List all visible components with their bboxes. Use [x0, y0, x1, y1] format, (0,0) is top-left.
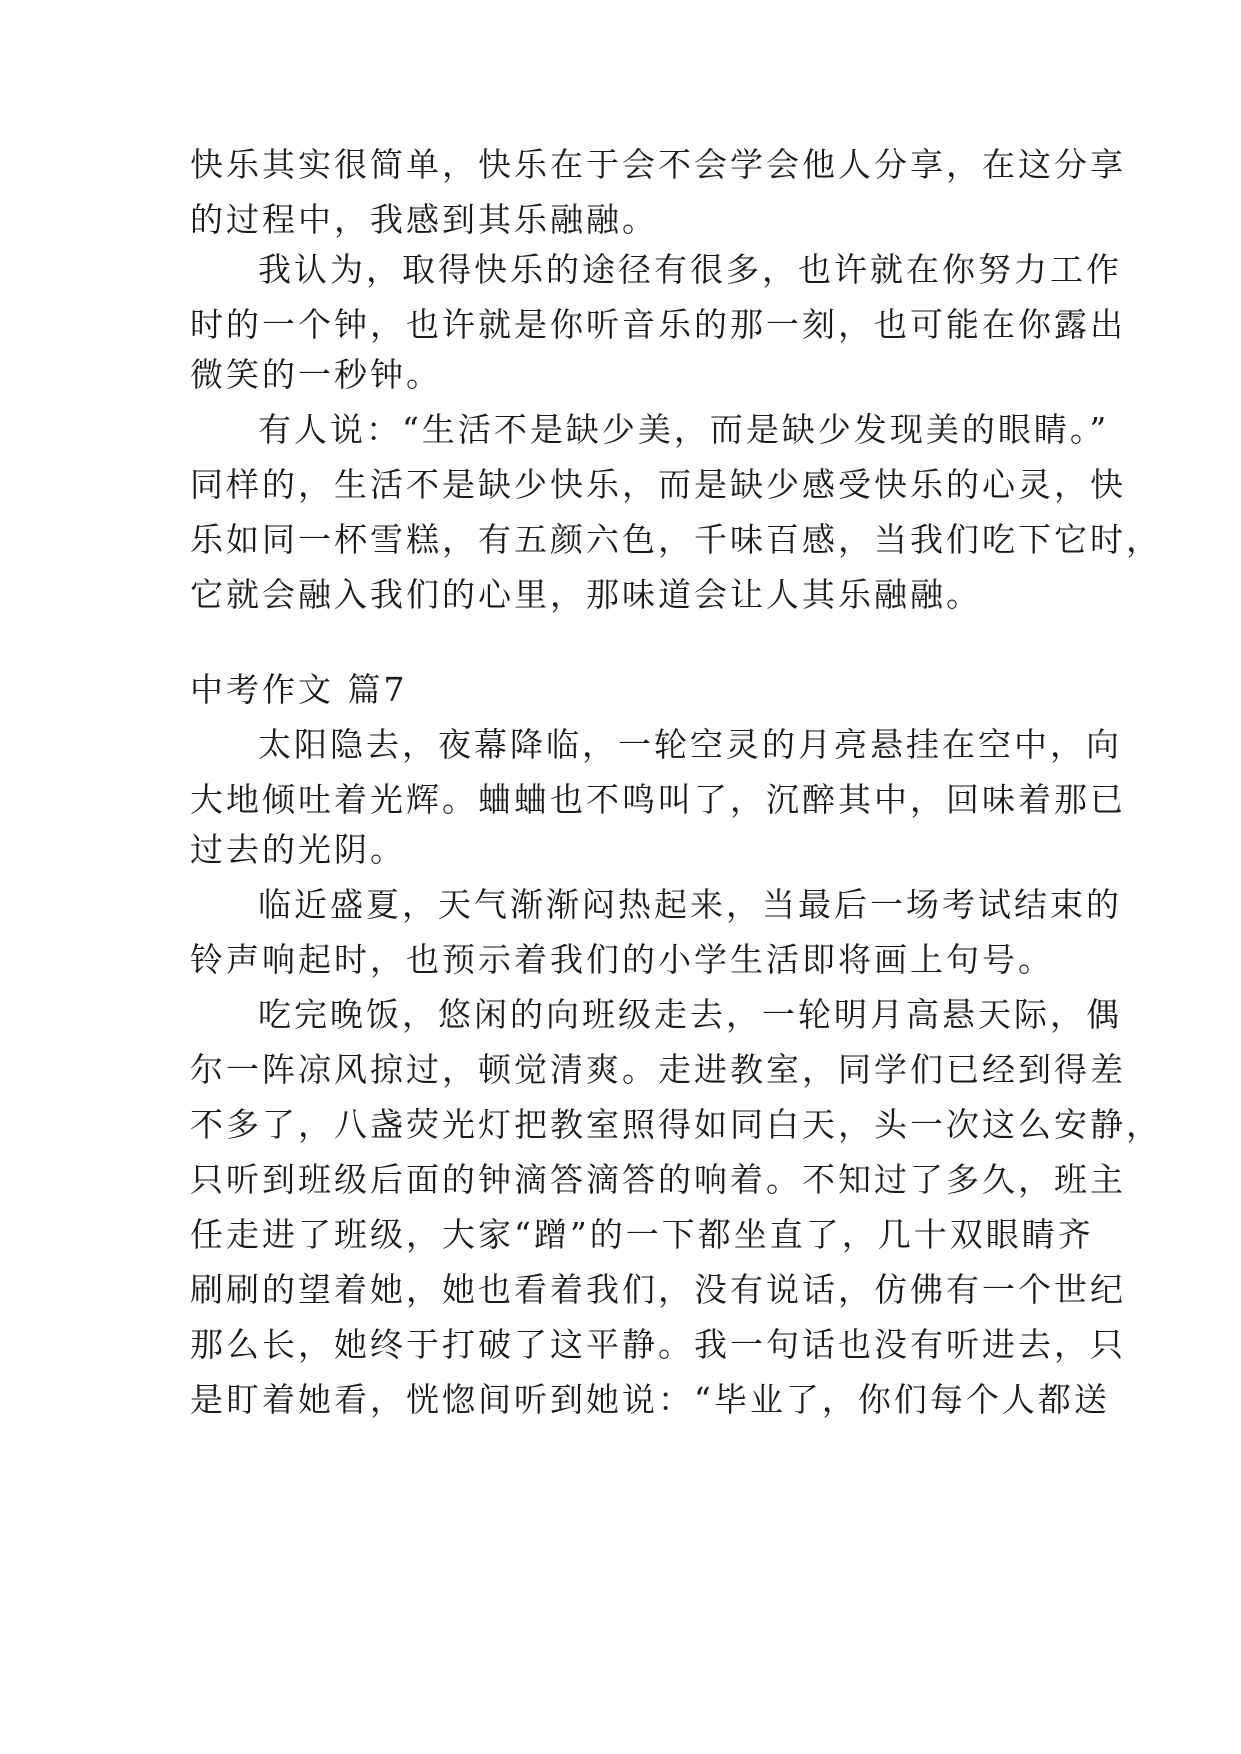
text-line: 乐如同一杯雪糕，有五颜六色，千味百感，当我们吃下它时，: [190, 520, 1162, 559]
text-line: 刷刷的望着她，她也看着我们，没有说话，仿佛有一个世纪: [190, 1270, 1126, 1309]
text-line: 有人说：“生活不是缺少美，而是缺少发现美的眼睛。”: [258, 410, 1110, 449]
text-line: 尔一阵凉风掠过，顿觉清爽。走进教室，同学们已经到得差: [190, 1050, 1126, 1089]
text-line: 是盯着她看，恍惚间听到她说：“毕业了，你们每个人都送: [190, 1380, 1110, 1419]
text-line: 时的一个钟，也许就是你听音乐的那一刻，也可能在你露出: [190, 305, 1126, 344]
text-line: 过去的光阴。: [190, 830, 406, 869]
text-line: 我认为，取得快乐的途径有很多，也许就在你努力工作: [258, 250, 1122, 289]
text-line: 临近盛夏，天气渐渐闷热起来，当最后一场考试结束的: [258, 885, 1122, 924]
text-line: 铃声响起时，也预示着我们的小学生活即将画上句号。: [190, 940, 1054, 979]
text-line: 同样的，生活不是缺少快乐，而是缺少感受快乐的心灵，快: [190, 465, 1126, 504]
text-line: 吃完晚饭，悠闲的向班级走去，一轮明月高悬天际，偶: [258, 995, 1122, 1034]
section-heading: 中考作文 篇7: [190, 670, 408, 709]
text-line: 大地倾吐着光辉。蛐蛐也不鸣叫了，沉醉其中，回味着那已: [190, 780, 1126, 819]
text-line: 只听到班级后面的钟滴答滴答的响着。不知过了多久，班主: [190, 1160, 1126, 1199]
text-line: 不多了，八盏荧光灯把教室照得如同白天，头一次这么安静，: [190, 1105, 1162, 1144]
text-line: 那么长，她终于打破了这平静。我一句话也没有听进去，只: [190, 1325, 1126, 1364]
text-line: 它就会融入我们的心里，那味道会让人其乐融融。: [190, 575, 982, 614]
text-line: 太阳隐去，夜幕降临，一轮空灵的月亮悬挂在空中，向: [258, 725, 1122, 764]
text-line: 微笑的一秒钟。: [190, 355, 442, 394]
text-line: 的过程中，我感到其乐融融。: [190, 200, 658, 239]
text-line: 任走进了班级，大家“蹭”的一下都坐直了，几十双眼睛齐: [190, 1215, 1094, 1254]
text-line: 快乐其实很简单，快乐在于会不会学会他人分享，在这分享: [190, 145, 1126, 184]
